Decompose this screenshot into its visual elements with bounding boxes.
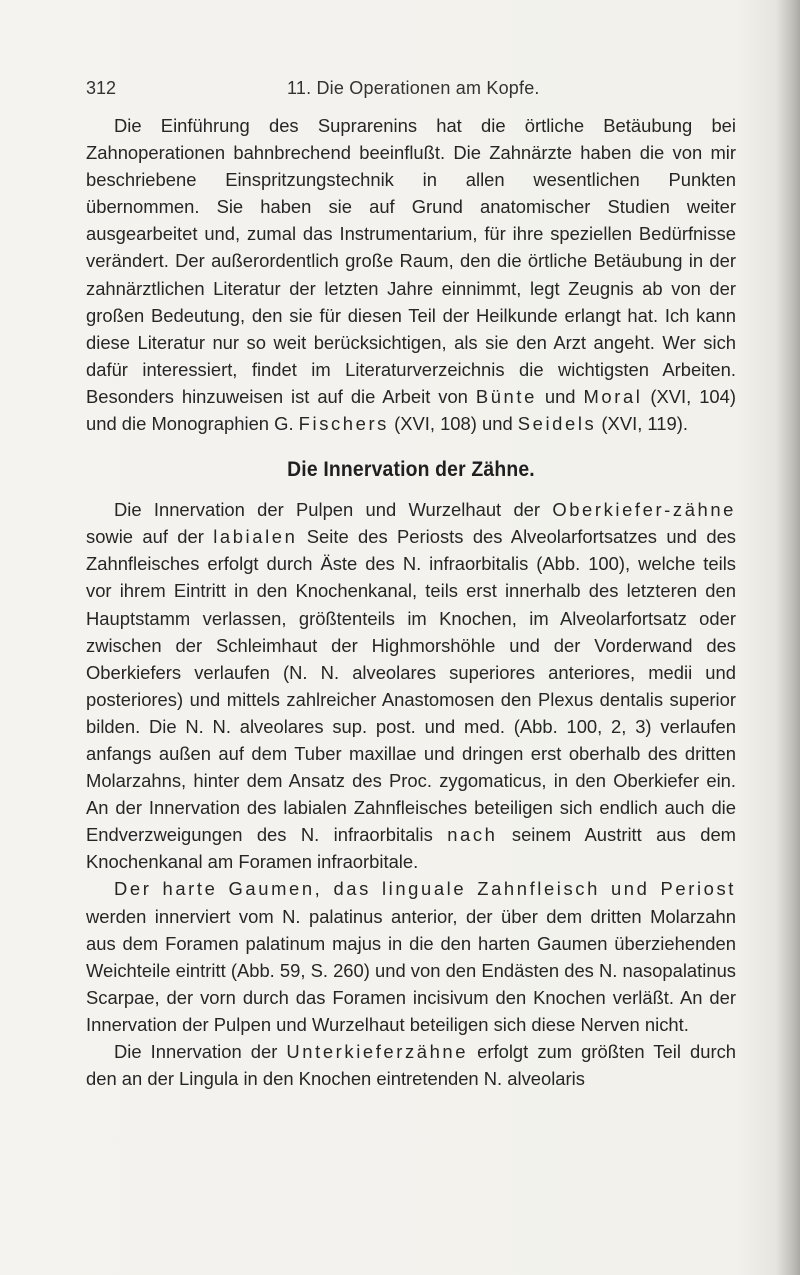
emphasis: Oberkiefer-zähne bbox=[552, 499, 736, 521]
paragraph-oberkiefer: Die Innervation der Pulpen und Wurzelhaut der Oberkiefer-zähne sowie auf der labialen Seite des Periosts des Alveolarfortsatzes und des Zahnfleisches erfolgt durch Äste des N. infraorbitalis (Abb. 100), welche teils vor ihrem Eintritt in den Knochenkanal, teils erst innerhalb des letzteren den Hauptstamm verlassen, größtenteils im Knochen, im Alveolarfortsatz oder zwischen der Schleimhaut der Highmorshöhle und der Vorderwand des Oberkiefers verlaufen (N. N. alveolares superiores anteriores, medii und posteriores) und mittels zahlreicher Anastomosen den Plexus dentalis superior bilden. Die N. N. alveolares sup. post. und med. (Abb. 100, 2, 3) verlaufen anfangs außen auf dem Tuber maxillae und dringen erst oberhalb des dritten Molarzahns, hinter dem Ansatz des Proc. zygomaticus, in den Oberkiefer ein. An der Innervation des labialen Zahnfleisches beteiligen sich endlich auch die Endverzweigungen des N. infraorbitalis nach seinem Austritt aus dem Knochenkanal am Foramen infraorbitale. bbox=[86, 499, 736, 873]
emphasis: labialen bbox=[213, 526, 298, 548]
emphasis: Unterkieferzähne bbox=[286, 1041, 469, 1062]
author-name: Seidels bbox=[517, 413, 597, 435]
emphasis: nach bbox=[447, 824, 498, 846]
emphasis: Der harte Gaumen, das linguale Zahnfleisch und Periost bbox=[114, 878, 736, 900]
author-name: Moral bbox=[583, 385, 643, 407]
author-name: Bünte bbox=[475, 385, 537, 407]
page-header bbox=[86, 76, 746, 100]
paragraph-gaumen: Der harte Gaumen, das linguale Zahnfleisch und Periost werden innerviert vom N. palatinus anterior, der über dem dritten Molarzahn aus dem Foramen palatinum majus in die den harten Gaumen überziehenden Weichteile eintritt (Abb. 59, S. 260) und von den Endästen des N. nasopalatinus Scarpae, der vorn durch das Foramen incisivum den Knochen verläßt. An der Innervation der Pulpen und Wurzelhaut beteiligen sich diese Nerven nicht. bbox=[86, 878, 736, 1035]
section-heading: Die Innervation der Zähne. bbox=[287, 457, 535, 482]
intro-paragraph: Die Einführung des Suprarenins hat die örtliche Betäubung bei Zahnoperationen bahnbrechend beeinflußt. Die Zahnärzte haben die von mir beschriebene Einspritzungstechnik in allen wesentlichen Punkten übernommen. Sie haben sie auf Grund anatomischer Studien weiter ausgearbeitet und, zumal das Instrumentarium, für ihre speziellen Bedürfnisse verändert. Der außerordentlich große Raum, den die örtliche Betäubung in der zahnärztlichen Literatur der letzten Jahre einnimmt, legt Zeugnis ab von der großen Bedeutung, den sie für diesen Teil der Heilkunde erlangt hat. Ich kann diese Literatur nur so weit berücksichtigen, als sie den Arzt angeht. Wer sich dafür interessiert, findet im Literaturverzeichnis die wichtigsten Arbeiten. Besonders hinzuweisen ist auf die Arbeit von Bünte und Moral (XVI, 104) und die Monographien G. Fischers (XVI, 108) und Seidels (XVI, 119). bbox=[86, 115, 737, 435]
page-number: 312 bbox=[86, 78, 117, 98]
running-head: 11. Die Operationen am Kopfe. bbox=[287, 78, 540, 98]
body-text bbox=[86, 112, 736, 1092]
author-name: Fischers bbox=[298, 413, 389, 435]
paragraph-unterkiefer: Die Innervation der Unterkieferzähne erfolgt zum größten Teil durch den an der Lingula in den Knochen eintretenden N. alveolaris bbox=[86, 1041, 736, 1090]
